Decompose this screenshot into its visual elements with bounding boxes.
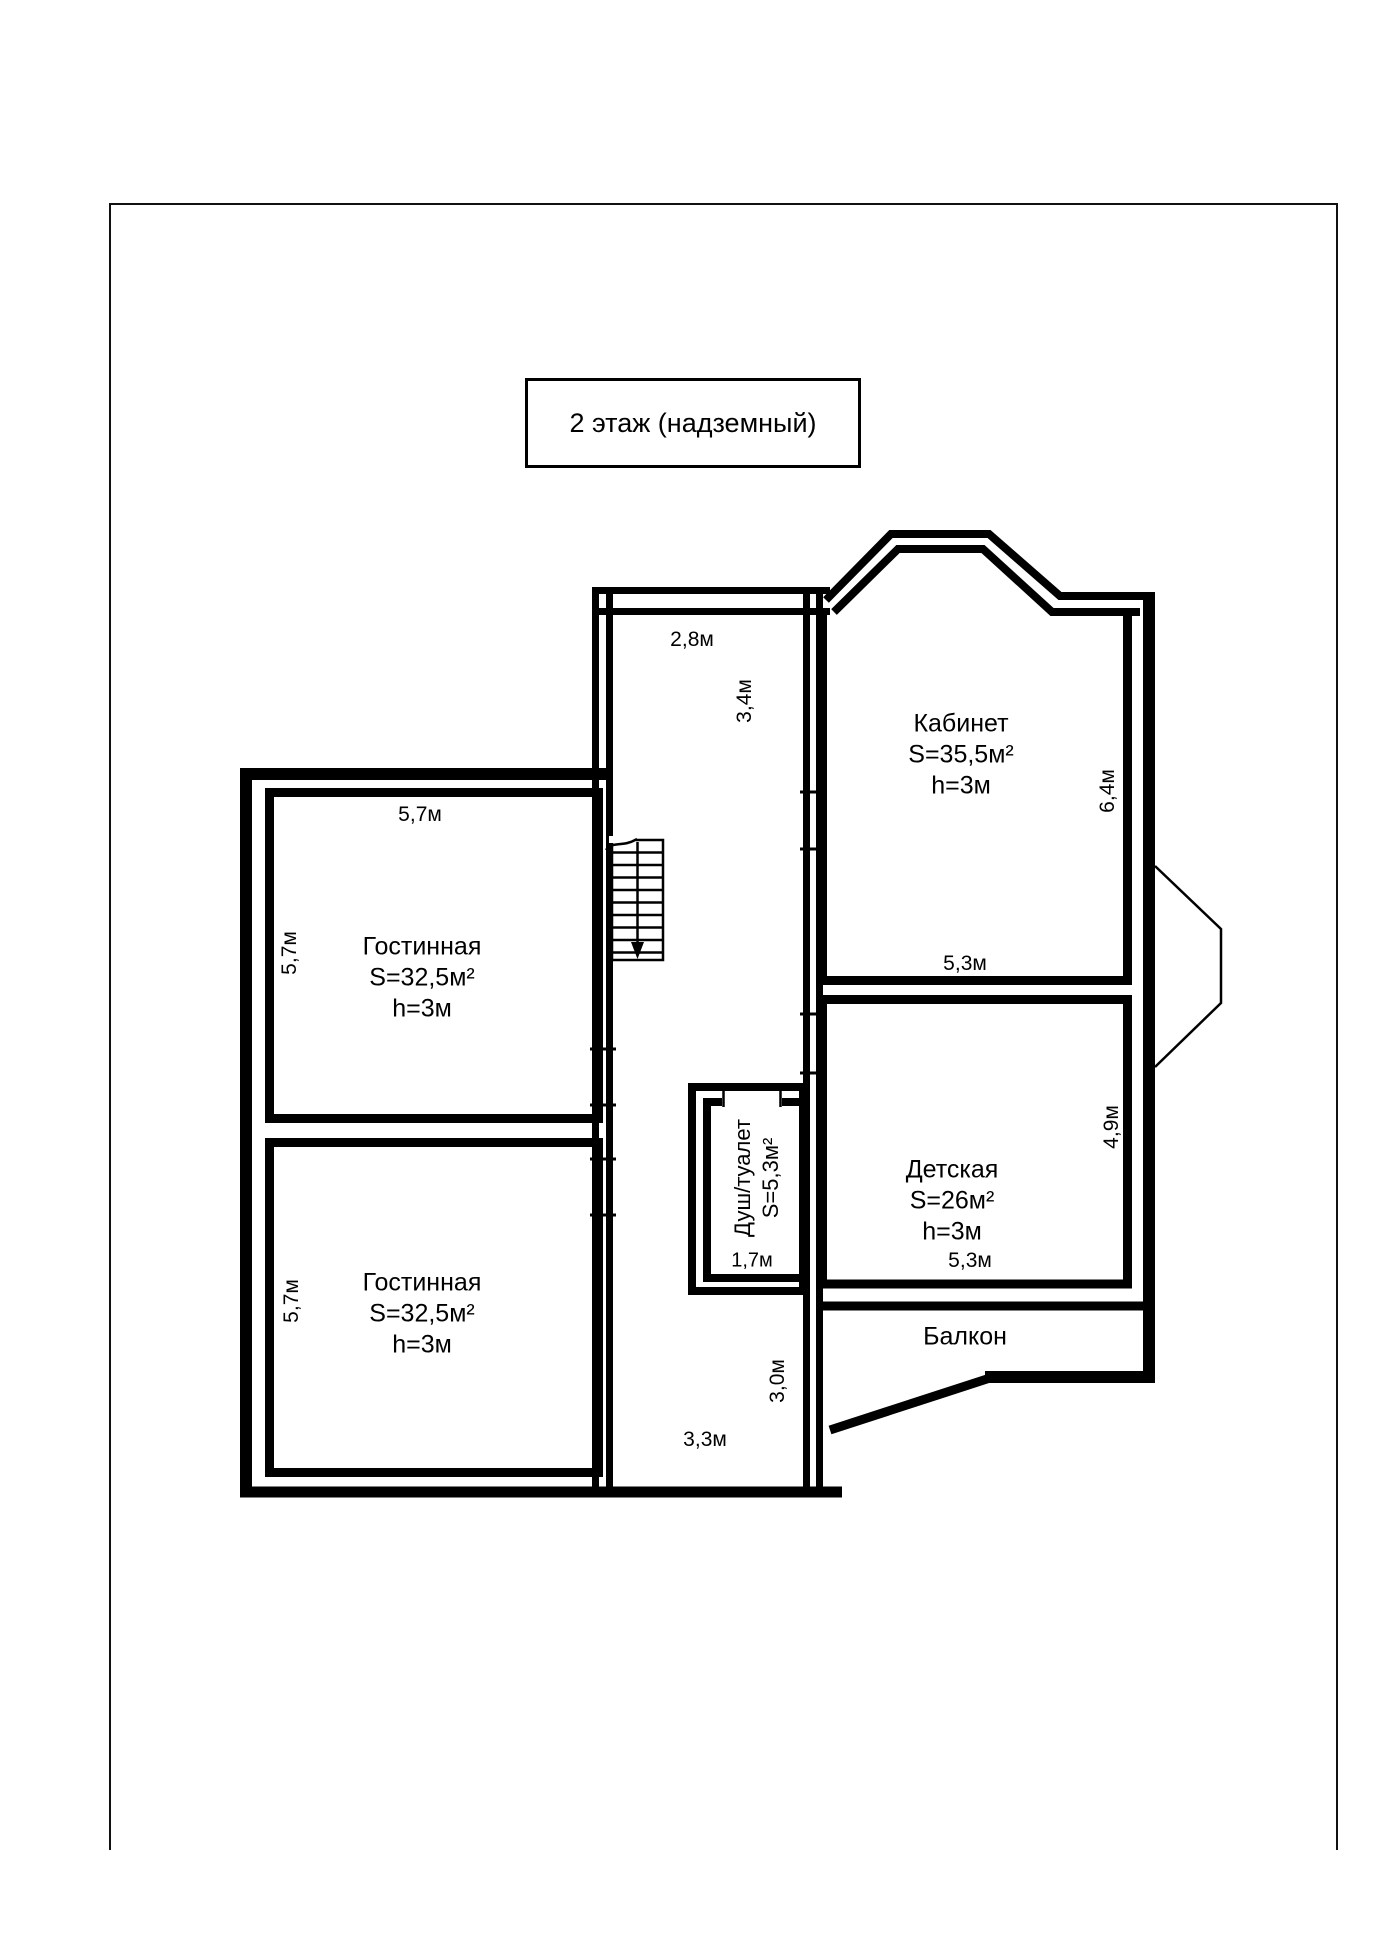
living1-height: h=3м bbox=[392, 994, 452, 1023]
office-label bbox=[908, 709, 1013, 802]
kids-dim-bottom: 5,3м bbox=[948, 1249, 992, 1272]
office-name: Кабинет bbox=[913, 709, 1009, 738]
living2-name: Гостинная bbox=[362, 1268, 482, 1297]
staircase bbox=[606, 836, 663, 960]
living1-dim-top: 5,7м bbox=[398, 803, 442, 826]
bay-window-top bbox=[826, 534, 1153, 612]
living1-label bbox=[363, 932, 482, 1025]
stair-arrow-head bbox=[631, 942, 644, 959]
bath-area: S=5,3м² bbox=[758, 1137, 783, 1219]
bath-dim-bottom: 1,7м bbox=[731, 1249, 773, 1272]
kids-height: h=3м bbox=[922, 1217, 982, 1246]
page-title: 2 этаж (надземный) bbox=[569, 407, 817, 438]
living2-label bbox=[363, 1268, 482, 1361]
hall-dim-bottom: 3,3м bbox=[683, 1428, 727, 1451]
kids-name: Детская bbox=[905, 1155, 999, 1184]
bay-window-right bbox=[1155, 866, 1221, 1067]
living1-dim-left: 5,7м bbox=[278, 931, 301, 975]
office-height: h=3м bbox=[931, 771, 991, 800]
kids-label bbox=[906, 1155, 999, 1248]
hall-dim-top-side: 3,4м bbox=[733, 679, 756, 723]
office-dim-right: 6,4м bbox=[1096, 769, 1119, 813]
office-dim-bottom: 5,3м bbox=[943, 952, 987, 975]
bath-door-opening bbox=[722, 1094, 782, 1108]
bath-label bbox=[729, 1119, 785, 1237]
living1-area: S=32,5м² bbox=[369, 963, 475, 992]
hall-dim-bottom-side: 3,0м bbox=[766, 1359, 789, 1403]
living2-area: S=32,5м² bbox=[369, 1299, 475, 1328]
office-area: S=35,5м² bbox=[908, 740, 1014, 769]
living1-name: Гостинная bbox=[362, 932, 482, 961]
bath-name: Душ/туалет bbox=[730, 1119, 755, 1237]
hall-dim-top: 2,8м bbox=[670, 628, 714, 651]
balcony-label: Балкон bbox=[923, 1322, 1007, 1351]
living2-height: h=3м bbox=[392, 1330, 452, 1359]
kids-area: S=26м² bbox=[909, 1186, 995, 1215]
kids-dim-right: 4,9м bbox=[1100, 1105, 1123, 1149]
living2-dim-left: 5,7м bbox=[280, 1279, 303, 1323]
outer-walls bbox=[240, 592, 1155, 1497]
hall-walls bbox=[592, 587, 830, 1489]
